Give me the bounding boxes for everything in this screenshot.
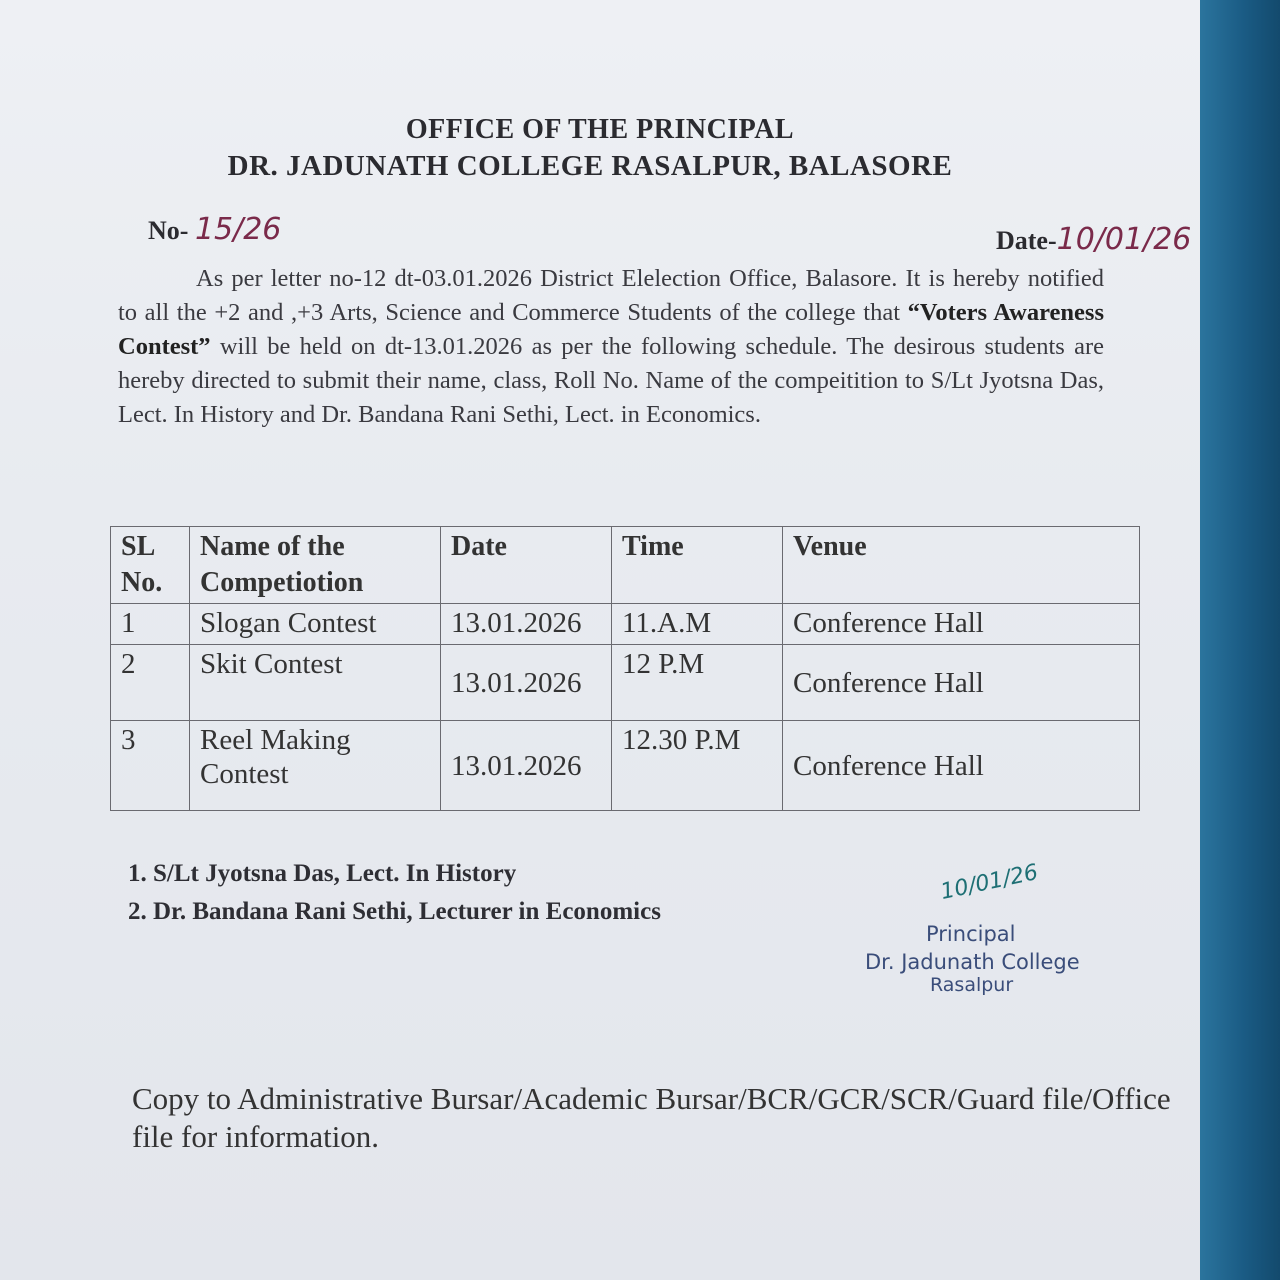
table-row [111,604,1140,645]
cell-sl: 2 [111,645,190,721]
schedule-table [110,526,1140,811]
date-value: 10/01/26 [1056,222,1192,257]
cell-time: 12 P.M [612,645,783,721]
cell-time: 12.30 P.M [612,721,783,811]
contact-list [128,855,661,931]
table-row [111,645,1140,721]
cell-name: Reel Making Contest [190,721,441,811]
stamp-college: Dr. Jadunath College [865,950,1080,974]
reference-number [148,212,281,247]
reference-label: No- [148,216,189,245]
office-heading: OFFICE OF THE PRINCIPAL [405,114,795,145]
stamp-place: Rasalpur [930,974,1014,996]
cell-venue: Conference Hall [783,645,1140,721]
notice-intro: As per letter no-12 dt-03.01.2026 District Elelection Office, Balasore. It is hereby notified to all the +2 and ,+3 Arts, Science and Commerce Students of the college that [118,265,1104,326]
notice-date [996,222,1191,257]
header-date: Date [441,527,612,604]
header-name: Name of the Competiotion [190,527,441,604]
contest-name: “Voters Awareness Contest” [118,299,1104,360]
cell-venue: Conference Hall [783,604,1140,645]
list-item: 1. S/Lt Jyotsna Das, Lect. In History [128,860,517,887]
table-row [111,721,1140,811]
notice-rest: will be held on dt-13.01.2026 as per the following schedule. The desirous students are hereby directed to submit their name, class, Roll No. Name of the compeitition to S/Lt Jyotsna Das, Lect. In History and Dr. Bandana Rani Sethi, Lect. in Economics. [118,333,1104,428]
cell-time: 11.A.M [612,604,783,645]
signature-date: 10/01/26 [938,860,1041,905]
college-heading: DR. JADUNATH COLLEGE RASALPUR, BALASORE [227,150,953,182]
cell-sl: 1 [111,604,190,645]
header-venue: Venue [783,527,1140,604]
notice-body [118,262,1104,432]
principal-stamp [860,860,1140,1010]
header-sl: SL No. [111,527,190,604]
list-item: 2. Dr. Bandana Rani Sethi, Lecturer in Economics [128,898,661,925]
cell-venue: Conference Hall [783,721,1140,811]
cell-date: 13.01.2026 [441,645,612,721]
cell-sl: 3 [111,721,190,811]
cell-date: 13.01.2026 [441,721,612,811]
copy-to-note: Copy to Administrative Bursar/Academic Bursar/BCR/GCR/SCR/Guard file/Office file for information. [132,1081,1171,1154]
cell-name: Skit Contest [190,645,441,721]
stamp-title: Principal [926,922,1016,946]
cell-date: 13.01.2026 [441,604,612,645]
reference-value: 15/26 [194,212,282,247]
header-time: Time [612,527,783,604]
table-header-row [111,527,1140,604]
date-label: Date- [996,226,1057,255]
cell-name: Slogan Contest [190,604,441,645]
background-surface [1190,0,1280,1280]
